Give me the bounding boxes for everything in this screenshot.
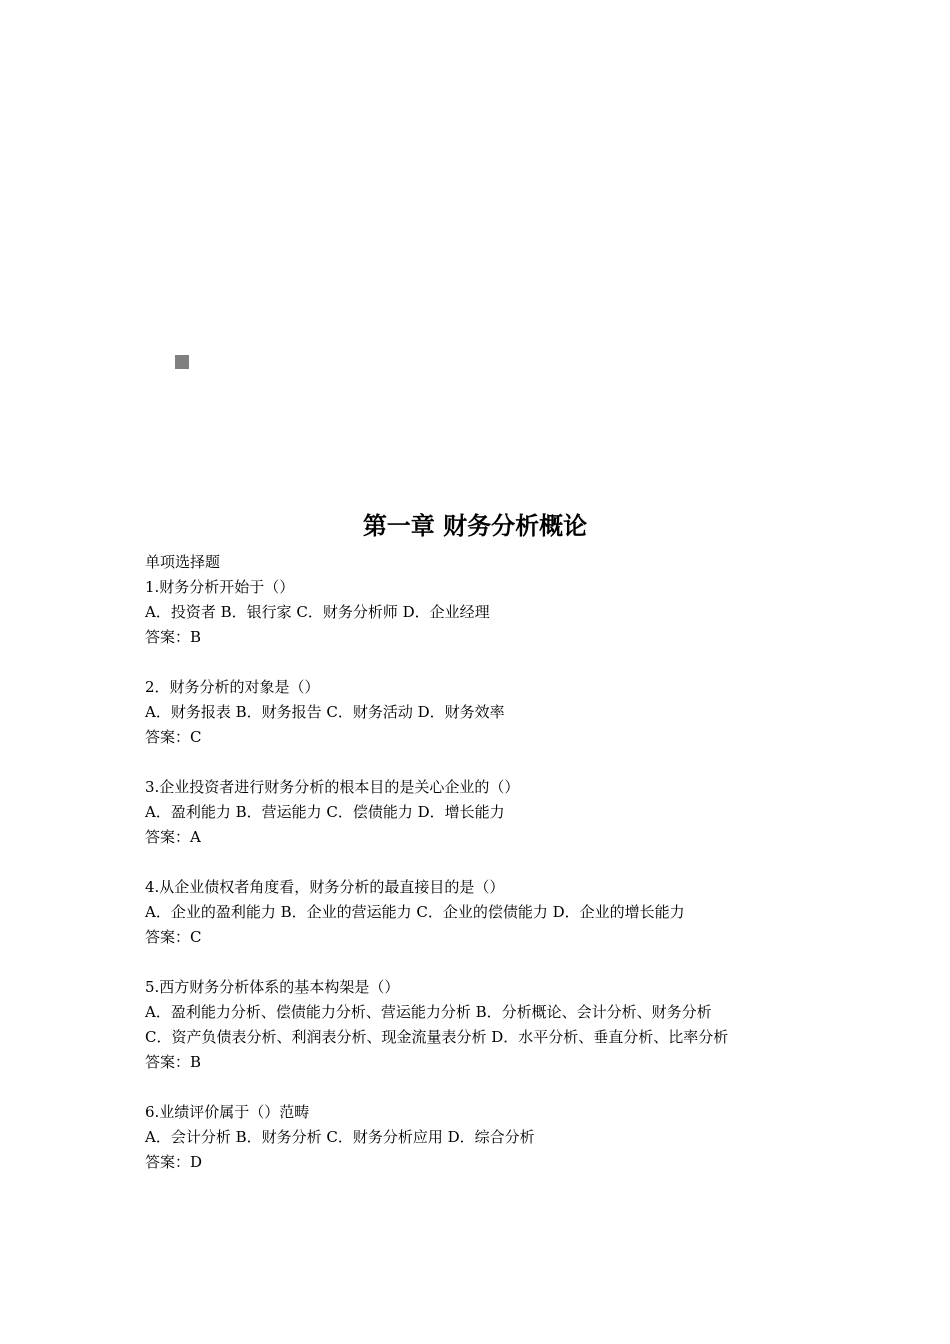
question-options: A．盈利能力 B．营运能力 C．偿债能力 D．增长能力 [145, 803, 505, 821]
question-list [145, 550, 925, 1175]
question-block [145, 775, 925, 850]
question-block [145, 675, 925, 750]
question-options: C．资产负债表分析、利润表分析、现金流量表分析 D．水平分析、垂直分析、比率分析 [145, 1028, 729, 1046]
question-text: 1.财务分析开始于（） [145, 578, 295, 596]
question-answer: 答案：D [145, 1153, 203, 1171]
question-block [145, 875, 925, 950]
chapter-title: 第一章 财务分析概论 [362, 512, 588, 540]
section-label: 单项选择题 [145, 553, 221, 571]
question-answer: 答案：B [145, 1053, 202, 1071]
question-answer: 答案：C [145, 728, 202, 746]
question-text: 4.从企业债权者角度看，财务分析的最直接目的是（） [145, 878, 505, 896]
question-block [145, 1100, 925, 1175]
question-block [145, 975, 925, 1075]
question-text: 2．财务分析的对象是（） [145, 678, 320, 696]
question-options: A．会计分析 B．财务分析 C．财务分析应用 D．综合分析 [145, 1128, 535, 1146]
question-options: A．财务报表 B．财务报告 C．财务活动 D．财务效率 [145, 703, 505, 721]
question-options: A．投资者 B．银行家 C．财务分析师 D．企业经理 [145, 603, 490, 621]
bullet-marker-icon [175, 355, 189, 369]
question-options: A．企业的盈利能力 B．企业的营运能力 C．企业的偿债能力 D．企业的增长能力 [145, 903, 685, 921]
question-options: A．盈利能力分析、偿债能力分析、营运能力分析 B．分析概论、会计分析、财务分析 [145, 1003, 712, 1021]
question-text: 6.业绩评价属于（）范畴 [145, 1103, 310, 1121]
question-answer: 答案：A [145, 828, 201, 846]
question-text: 5.西方财务分析体系的基本构架是（） [145, 978, 400, 996]
question-block [145, 575, 925, 650]
question-text: 3.企业投资者进行财务分析的根本目的是关心企业的（） [145, 778, 520, 796]
question-answer: 答案：C [145, 928, 202, 946]
question-answer: 答案：B [145, 628, 202, 646]
